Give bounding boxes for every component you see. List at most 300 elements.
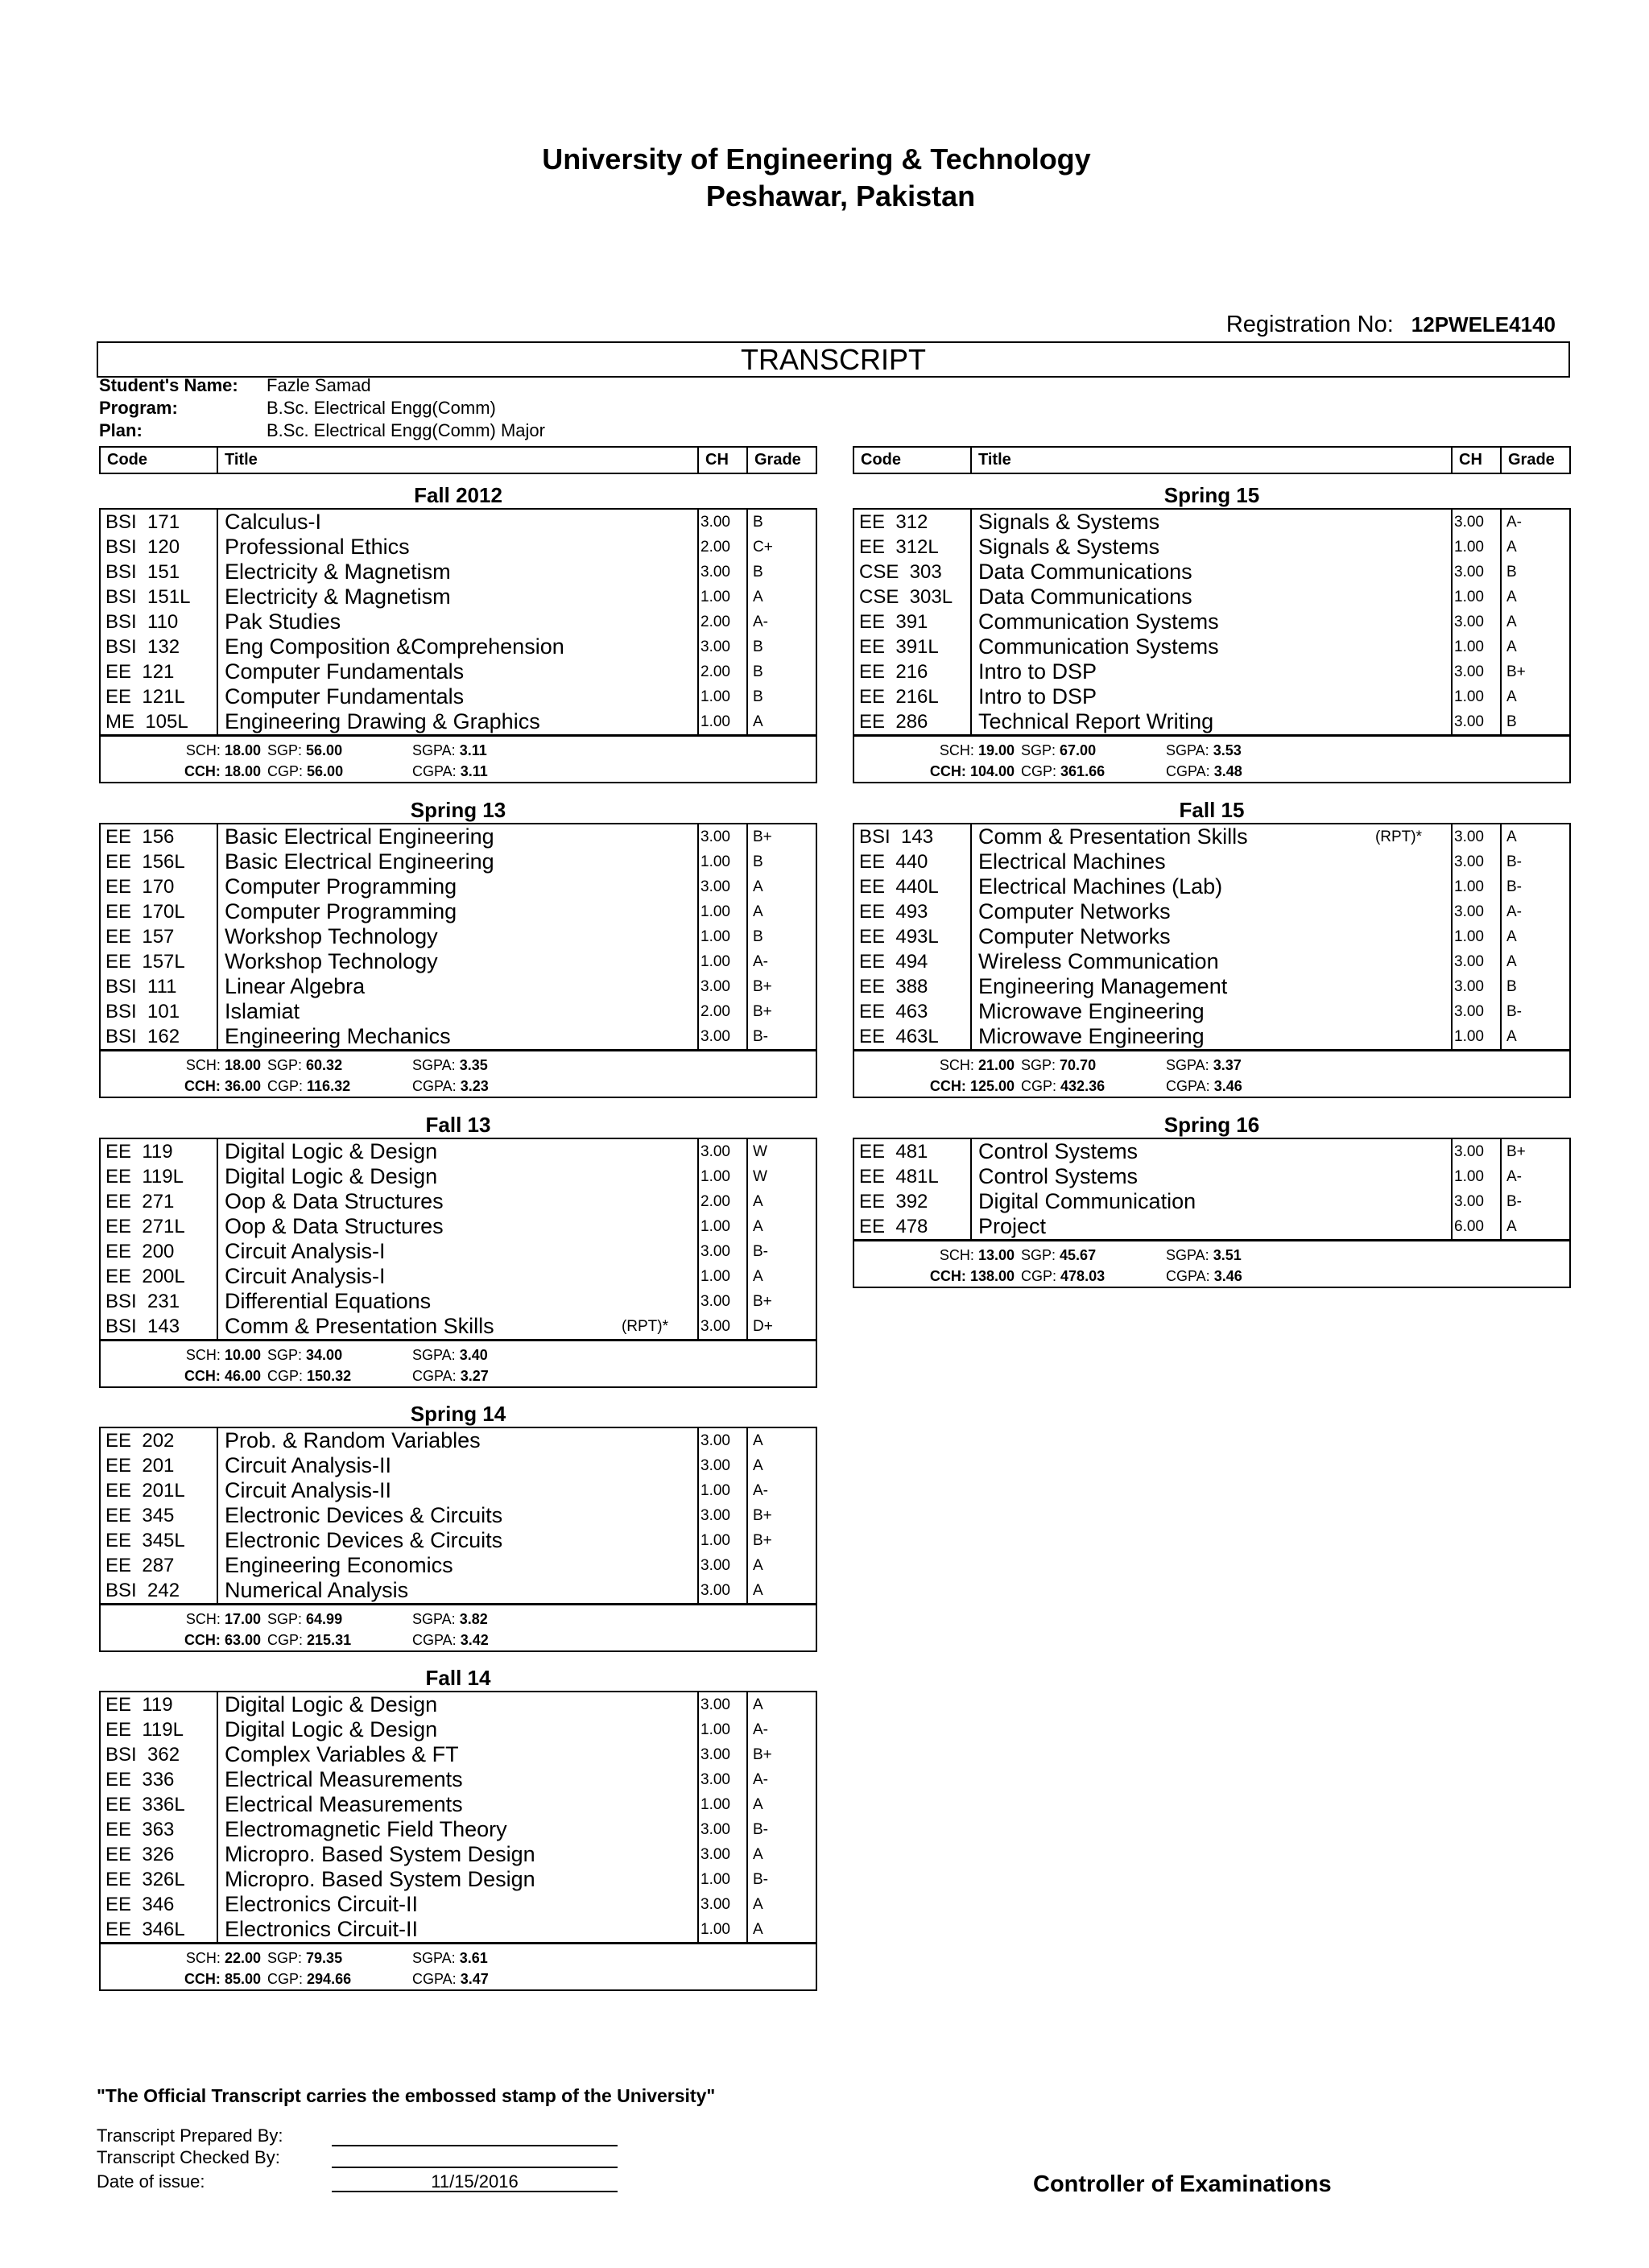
course-row [101, 1817, 816, 1842]
term-summary [101, 1339, 816, 1386]
course-grade: A [753, 878, 763, 895]
cgpa-cell [1166, 1076, 1327, 1097]
course-credit-hours: 2.00 [699, 999, 748, 1024]
course-row [101, 949, 816, 974]
course-title-text: Electronic Devices & Circuits [225, 1528, 503, 1552]
course-title [218, 1892, 699, 1917]
sgpa-cell [1166, 740, 1327, 761]
cgp-value: 215.31 [307, 1632, 352, 1648]
course-title-text: Linear Algebra [225, 974, 366, 998]
term-name: Fall 14 [425, 1666, 491, 1690]
cgpa-cell [412, 1365, 573, 1386]
course-title [972, 510, 1453, 535]
course-code: BSI 143 [854, 824, 972, 849]
term-block [99, 482, 817, 783]
course-title [972, 974, 1453, 999]
sgp-label: SGP: [1021, 742, 1056, 758]
cch-value: 63.00 [224, 1632, 261, 1648]
course-row [101, 1024, 816, 1049]
course-code: EE 440 [854, 849, 972, 874]
sgpa-label: SGPA: [412, 1611, 456, 1627]
term-name: Fall 2012 [414, 483, 502, 507]
cgp-value: 150.32 [307, 1368, 352, 1384]
sgp-value: 60.32 [306, 1057, 343, 1073]
course-row [854, 535, 1569, 560]
course-title [972, 535, 1453, 560]
course-credit-hours: 2.00 [699, 659, 748, 684]
cgpa-label: CGPA: [412, 1971, 457, 1987]
course-table [99, 1691, 817, 1991]
course-grade: A [753, 1921, 763, 1938]
course-title-text: Eng Composition &Comprehension [225, 634, 564, 659]
summary-row-semester [101, 740, 816, 761]
course-title [972, 1139, 1453, 1164]
course-credit-hours: 3.00 [699, 634, 748, 659]
course-title [972, 709, 1453, 734]
course-row [854, 560, 1569, 585]
course-row [101, 1503, 816, 1528]
course-grade: B [753, 564, 763, 580]
course-code: EE 336 [101, 1767, 218, 1792]
course-code: EE 392 [854, 1189, 972, 1214]
course-grade: B [753, 853, 763, 870]
course-row [101, 1717, 816, 1742]
course-credit-hours: 3.00 [699, 1503, 748, 1528]
course-credit-hours: 1.00 [699, 1528, 748, 1553]
course-grade: B [753, 928, 763, 945]
course-row [101, 1428, 816, 1453]
course-title [972, 874, 1453, 899]
column-title: Title [972, 448, 1453, 473]
course-grade: B+ [753, 1003, 772, 1020]
course-credit-hours: 1.00 [1453, 684, 1502, 709]
course-credit-hours: 1.00 [699, 1917, 748, 1942]
course-credit-hours: 1.00 [1453, 1164, 1502, 1189]
course-grade: B- [1506, 1193, 1522, 1210]
course-title-text: Circuit Analysis-I [225, 1239, 386, 1263]
course-code: BSI 110 [101, 609, 218, 634]
course-grade: W [753, 1168, 767, 1185]
cch-value: 104.00 [969, 763, 1015, 779]
course-code: ME 105L [101, 709, 218, 734]
course-grade: B- [753, 1821, 768, 1838]
sgp-cell [1021, 1245, 1166, 1266]
course-grade: A- [753, 1771, 768, 1788]
sch-value: 18.00 [224, 1057, 261, 1073]
course-grade: A [753, 903, 763, 920]
course-grade: B [753, 663, 763, 680]
course-grade: B [1506, 564, 1517, 580]
university-name: University of Engineering & Technology [542, 143, 1091, 176]
sch-label: SCH: [185, 1057, 221, 1073]
cgpa-value: 3.47 [460, 1971, 489, 1987]
course-title-text: Communication Systems [978, 634, 1219, 659]
course-code: CSE 303L [854, 585, 972, 609]
course-grade: B+ [1506, 1143, 1526, 1160]
course-grade: B [753, 514, 763, 531]
course-grade: A [753, 1696, 763, 1713]
course-row [101, 1214, 816, 1239]
course-grade: A [1506, 1028, 1517, 1045]
cgp-cell [267, 1365, 412, 1386]
course-grade: A [1506, 589, 1517, 605]
sch-value: 10.00 [224, 1347, 261, 1363]
sch-value: 13.00 [977, 1247, 1015, 1263]
course-row [101, 1139, 816, 1164]
course-title-text: Signals & Systems [978, 510, 1160, 534]
course-credit-hours: 3.00 [699, 1892, 748, 1917]
sgp-label: SGP: [1021, 1057, 1056, 1073]
course-code: BSI 132 [101, 634, 218, 659]
course-title [218, 1503, 699, 1528]
course-row [101, 824, 816, 849]
plan-label: Plan: [99, 420, 143, 440]
term-block [99, 1665, 817, 1991]
course-code: BSI 120 [101, 535, 218, 560]
course-table [99, 1138, 817, 1388]
course-title-text: Computer Fundamentals [225, 684, 465, 708]
cgpa-value: 3.42 [460, 1632, 489, 1648]
course-title-text: Workshop Technology [225, 949, 438, 973]
cch-cell [101, 1076, 267, 1097]
course-title [218, 1528, 699, 1553]
course-code: EE 202 [101, 1428, 218, 1453]
course-title-text: Microwave Engineering [978, 1024, 1205, 1048]
course-table [853, 823, 1571, 1098]
term-block [853, 797, 1571, 1098]
checked-by-label: Transcript Checked By: [97, 2147, 280, 2167]
course-title-text: Electronics Circuit-II [225, 1892, 419, 1916]
course-credit-hours: 3.00 [1453, 899, 1502, 924]
cgp-cell [1021, 1266, 1166, 1287]
sgp-label: SGP: [267, 1950, 303, 1966]
course-grade: W [753, 1143, 767, 1160]
course-title-text: Computer Programming [225, 874, 457, 899]
course-grade: B [1506, 713, 1517, 730]
course-code: EE 271 [101, 1189, 218, 1214]
term-summary [854, 1049, 1569, 1097]
course-title-text: Electrical Machines [978, 849, 1166, 874]
course-code: EE 481L [854, 1164, 972, 1189]
sgp-value: 79.35 [306, 1950, 343, 1966]
course-code: EE 201 [101, 1453, 218, 1478]
course-grade: A [753, 1846, 763, 1863]
registration-label: Registration No: [1225, 312, 1394, 337]
sgpa-value: 3.53 [1213, 742, 1242, 758]
cgp-value: 478.03 [1060, 1268, 1106, 1284]
sgpa-cell [412, 740, 573, 761]
cgp-label: CGP: [1021, 1268, 1057, 1284]
course-grade: B+ [753, 1746, 772, 1763]
course-grade: A- [753, 1482, 768, 1499]
course-title-text: Computer Networks [978, 899, 1171, 923]
course-grade: B- [753, 1871, 768, 1888]
course-grade: A [753, 1896, 763, 1913]
course-credit-hours: 3.00 [1453, 560, 1502, 585]
course-code: EE 286 [854, 709, 972, 734]
course-row [101, 1867, 816, 1892]
course-credit-hours: 3.00 [699, 1239, 748, 1264]
sgp-value: 64.99 [306, 1611, 343, 1627]
course-title-text: Circuit Analysis-II [225, 1478, 392, 1502]
course-code: EE 156 [101, 824, 218, 849]
sgpa-label: SGPA: [1166, 1057, 1209, 1073]
course-grade: A [753, 1432, 763, 1449]
course-credit-hours: 3.00 [1453, 1189, 1502, 1214]
course-title-text: Communication Systems [978, 609, 1219, 634]
cgpa-value: 3.46 [1213, 1268, 1242, 1284]
course-row [101, 1578, 816, 1603]
course-title [218, 1578, 699, 1603]
course-row [101, 535, 816, 560]
course-title [218, 999, 699, 1024]
course-grade: A [1506, 638, 1517, 655]
course-code: EE 121L [101, 684, 218, 709]
column-title: Title [218, 448, 699, 473]
cch-cell [854, 1076, 1021, 1097]
course-credit-hours: 1.00 [699, 1478, 748, 1503]
course-code: EE 345 [101, 1503, 218, 1528]
course-row [854, 684, 1569, 709]
course-row [101, 1289, 816, 1314]
sch-label: SCH: [185, 742, 221, 758]
course-row [101, 634, 816, 659]
course-row [101, 709, 816, 734]
sgpa-label: SGPA: [1166, 1247, 1209, 1263]
course-credit-hours: 1.00 [699, 709, 748, 734]
course-code: EE 200L [101, 1264, 218, 1289]
course-grade: C+ [753, 539, 773, 556]
cgp-label: CGP: [267, 1078, 304, 1094]
cch-label: CCH: [184, 1368, 221, 1384]
course-title-text: Engineering Drawing & Graphics [225, 709, 540, 733]
course-row [101, 974, 816, 999]
course-credit-hours: 3.00 [1453, 824, 1502, 849]
course-code: BSI 101 [101, 999, 218, 1024]
student-name-label: Student's Name: [99, 375, 238, 395]
column-ch: CH [1453, 448, 1502, 473]
cgp-cell [267, 1968, 412, 1989]
cgpa-label: CGPA: [412, 1368, 457, 1384]
course-title-text: Electromagnetic Field Theory [225, 1817, 507, 1841]
course-credit-hours: 1.00 [1453, 634, 1502, 659]
program-label: Program: [99, 398, 178, 418]
course-row [854, 1139, 1569, 1164]
course-credit-hours: 1.00 [1453, 535, 1502, 560]
course-title-text: Project [978, 1214, 1047, 1238]
course-credit-hours: 1.00 [699, 924, 748, 949]
course-credit-hours: 1.00 [699, 1867, 748, 1892]
course-title-text: Workshop Technology [225, 924, 438, 948]
cgp-label: CGP: [267, 763, 304, 779]
course-title-text: Electrical Measurements [225, 1767, 463, 1791]
course-credit-hours: 3.00 [699, 1289, 748, 1314]
course-row [854, 1214, 1569, 1239]
course-row [101, 1842, 816, 1867]
course-title-text: Electronics Circuit-II [225, 1917, 419, 1941]
course-grade: B- [1506, 1003, 1522, 1020]
course-row [101, 560, 816, 585]
course-title [218, 659, 699, 684]
course-grade: A [753, 1268, 763, 1285]
course-title [218, 1139, 699, 1164]
cgp-cell [267, 761, 412, 782]
course-row [101, 585, 816, 609]
course-title [218, 1289, 699, 1314]
course-row [854, 510, 1569, 535]
sch-cell [854, 1055, 1021, 1076]
course-grade: B+ [753, 1507, 772, 1524]
course-code: EE 391L [854, 634, 972, 659]
course-credit-hours: 1.00 [699, 585, 748, 609]
course-title-text: Control Systems [978, 1139, 1139, 1163]
course-code: EE 170 [101, 874, 218, 899]
cch-cell [854, 1266, 1021, 1287]
course-title-text: Micropro. Based System Design [225, 1842, 535, 1866]
sgpa-label: SGPA: [412, 1950, 456, 1966]
controller-of-examinations: Controller of Examinations [1033, 2171, 1332, 2197]
sch-value: 22.00 [224, 1950, 261, 1966]
course-credit-hours: 1.00 [1453, 585, 1502, 609]
course-row [101, 609, 816, 634]
prepared-by-line [332, 2125, 618, 2146]
cch-cell [101, 1365, 267, 1386]
cgpa-label: CGPA: [412, 763, 457, 779]
course-row [854, 634, 1569, 659]
sgpa-label: SGPA: [412, 1347, 456, 1363]
course-code: EE 216L [854, 684, 972, 709]
course-title-text: Circuit Analysis-II [225, 1453, 392, 1477]
course-credit-hours: 3.00 [699, 974, 748, 999]
sch-cell [101, 740, 267, 761]
term-summary [101, 1942, 816, 1989]
course-grade: A [1506, 613, 1517, 630]
course-title [972, 949, 1453, 974]
course-grade: A [1506, 953, 1517, 970]
course-row [101, 1189, 816, 1214]
course-title [972, 1214, 1453, 1239]
summary-row-semester [101, 1055, 816, 1076]
course-row [101, 1767, 816, 1792]
sgp-cell [267, 740, 412, 761]
sgp-cell [267, 1948, 412, 1968]
cgp-value: 361.66 [1060, 763, 1106, 779]
course-row [101, 1478, 816, 1503]
course-grade: A- [753, 613, 768, 630]
course-credit-hours: 1.00 [699, 899, 748, 924]
summary-row-semester [101, 1948, 816, 1968]
plan-value: B.Sc. Electrical Engg(Comm) Major [267, 420, 545, 440]
cgpa-label: CGPA: [412, 1078, 457, 1094]
course-row [101, 510, 816, 535]
cgpa-value: 3.23 [460, 1078, 489, 1094]
course-grade: B+ [753, 1293, 772, 1310]
course-credit-hours: 6.00 [1453, 1214, 1502, 1239]
summary-row-cumulative [101, 1076, 816, 1097]
sch-cell [854, 1245, 1021, 1266]
sch-cell [101, 1609, 267, 1630]
course-title [972, 684, 1453, 709]
course-credit-hours: 2.00 [699, 535, 748, 560]
course-title-text: Basic Electrical Engineering [225, 849, 494, 874]
course-title [218, 1189, 699, 1214]
course-title-text: Electricity & Magnetism [225, 585, 451, 609]
course-credit-hours: 3.00 [1453, 974, 1502, 999]
course-title [218, 899, 699, 924]
course-title [218, 560, 699, 585]
sch-label: SCH: [185, 1611, 221, 1627]
course-grade: A- [1506, 1168, 1522, 1185]
repeat-note: (RPT)* [621, 1318, 668, 1335]
course-code: EE 493 [854, 899, 972, 924]
course-row [854, 924, 1569, 949]
course-code: EE 287 [101, 1553, 218, 1578]
course-grade: A- [1506, 514, 1522, 531]
sch-value: 17.00 [224, 1611, 261, 1627]
course-credit-hours: 3.00 [1453, 709, 1502, 734]
course-title [972, 849, 1453, 874]
course-title [218, 1867, 699, 1892]
course-row [101, 999, 816, 1024]
course-title-text: Electrical Measurements [225, 1792, 463, 1816]
course-code: BSI 151 [101, 560, 218, 585]
course-code: CSE 303 [854, 560, 972, 585]
course-code: EE 170L [101, 899, 218, 924]
course-code: EE 121 [101, 659, 218, 684]
sch-label: SCH: [939, 1247, 974, 1263]
course-grade: B+ [753, 1532, 772, 1549]
registration-line [1226, 312, 1556, 338]
summary-row-cumulative [854, 1076, 1569, 1097]
course-code: EE 312L [854, 535, 972, 560]
course-row [101, 924, 816, 949]
program-value: B.Sc. Electrical Engg(Comm) [267, 398, 496, 418]
column-grade: Grade [754, 451, 801, 469]
course-row [854, 999, 1569, 1024]
course-title [218, 1742, 699, 1767]
course-table [99, 823, 817, 1098]
cgpa-cell [1166, 1266, 1327, 1287]
course-code: EE 493L [854, 924, 972, 949]
course-credit-hours: 3.00 [699, 1692, 748, 1717]
term-block [853, 1112, 1571, 1288]
course-title [218, 684, 699, 709]
course-credit-hours: 3.00 [1453, 849, 1502, 874]
course-title [218, 1453, 699, 1478]
course-code: EE 119 [101, 1692, 218, 1717]
course-title [972, 1189, 1453, 1214]
course-title-text: Engineering Economics [225, 1553, 453, 1577]
cch-value: 18.00 [224, 763, 261, 779]
course-title [972, 609, 1453, 634]
course-code: EE 388 [854, 974, 972, 999]
course-title [218, 609, 699, 634]
course-row [101, 1453, 816, 1478]
course-row [101, 874, 816, 899]
course-title [218, 949, 699, 974]
sgpa-value: 3.35 [459, 1057, 488, 1073]
course-title [218, 1239, 699, 1264]
student-name: Fazle Samad [267, 375, 371, 395]
cgpa-cell [412, 1076, 573, 1097]
course-title-text: Oop & Data Structures [225, 1214, 444, 1238]
sgp-cell [1021, 1055, 1166, 1076]
course-credit-hours: 1.00 [699, 949, 748, 974]
course-title-text: Intro to DSP [978, 684, 1097, 708]
cgpa-value: 3.48 [1213, 763, 1242, 779]
column-ch: CH [699, 448, 748, 473]
cgp-label: CGP: [1021, 1078, 1057, 1094]
